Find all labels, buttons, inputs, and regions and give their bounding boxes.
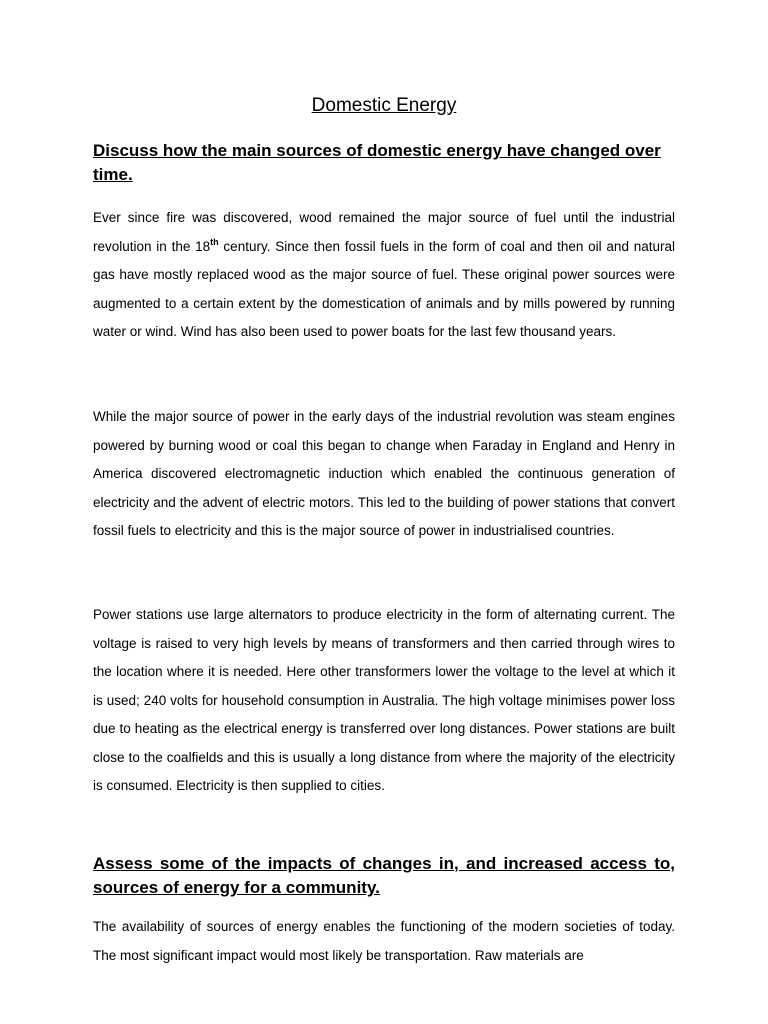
document-title: Domestic Energy (311, 95, 457, 116)
paragraph-power-stations: Power stations use large alternators to produce electricity in the form of alternating current. The voltage is raised to very high levels by means of transformers and then carried through wires to the location where it is needed. Here other transformers lower the voltage to the level at which it is used; 240 volts for household consumption in Australia. The high voltage minimises power loss due to heating as the electrical energy is transferred over long distances. Power stations are built close to the coalfields and this is usually a long distance from where the majority of the electricity is consumed. Electricity is then supplied to cities. (93, 607, 675, 793)
paragraph-text: century. Since then fossil fuels in the form of coal and then oil and natural gas have mostly replaced wood as the major source of fuel. These original power sources were augmented to a certain extent by the domestication of animals and by mills powered by running water or wind. Wind has also been used to power boats for the last few thousand years. (93, 238, 675, 339)
paragraph-text: Ever since fire was discovered, wood remained the major source of fuel until the industrial revolution in the 18 (93, 210, 675, 254)
paragraph-wood-fuel (93, 204, 675, 347)
section-heading-impacts: Assess some of the impacts of changes in, and increased access to, sources of energy for a community. (93, 854, 675, 897)
section-heading-sources-changed: Discuss how the main sources of domestic energy have changed over time. (93, 141, 661, 184)
superscript-ordinal: th (210, 236, 219, 247)
paragraph-availability: The availability of sources of energy enables the functioning of the modern societies of today. The most significant impact would most likely be transportation. Raw materials are (93, 919, 675, 963)
paragraph-electromagnetic-induction: While the major source of power in the early days of the industrial revolution was steam engines powered by burning wood or coal this began to change when Faraday in England and Henry in America discovered electromagnetic induction which enabled the continuous generation of electricity and the advent of electric motors. This led to the building of power stations that convert fossil fuels to electricity and this is the major source of power in industrialised countries. (93, 409, 675, 538)
